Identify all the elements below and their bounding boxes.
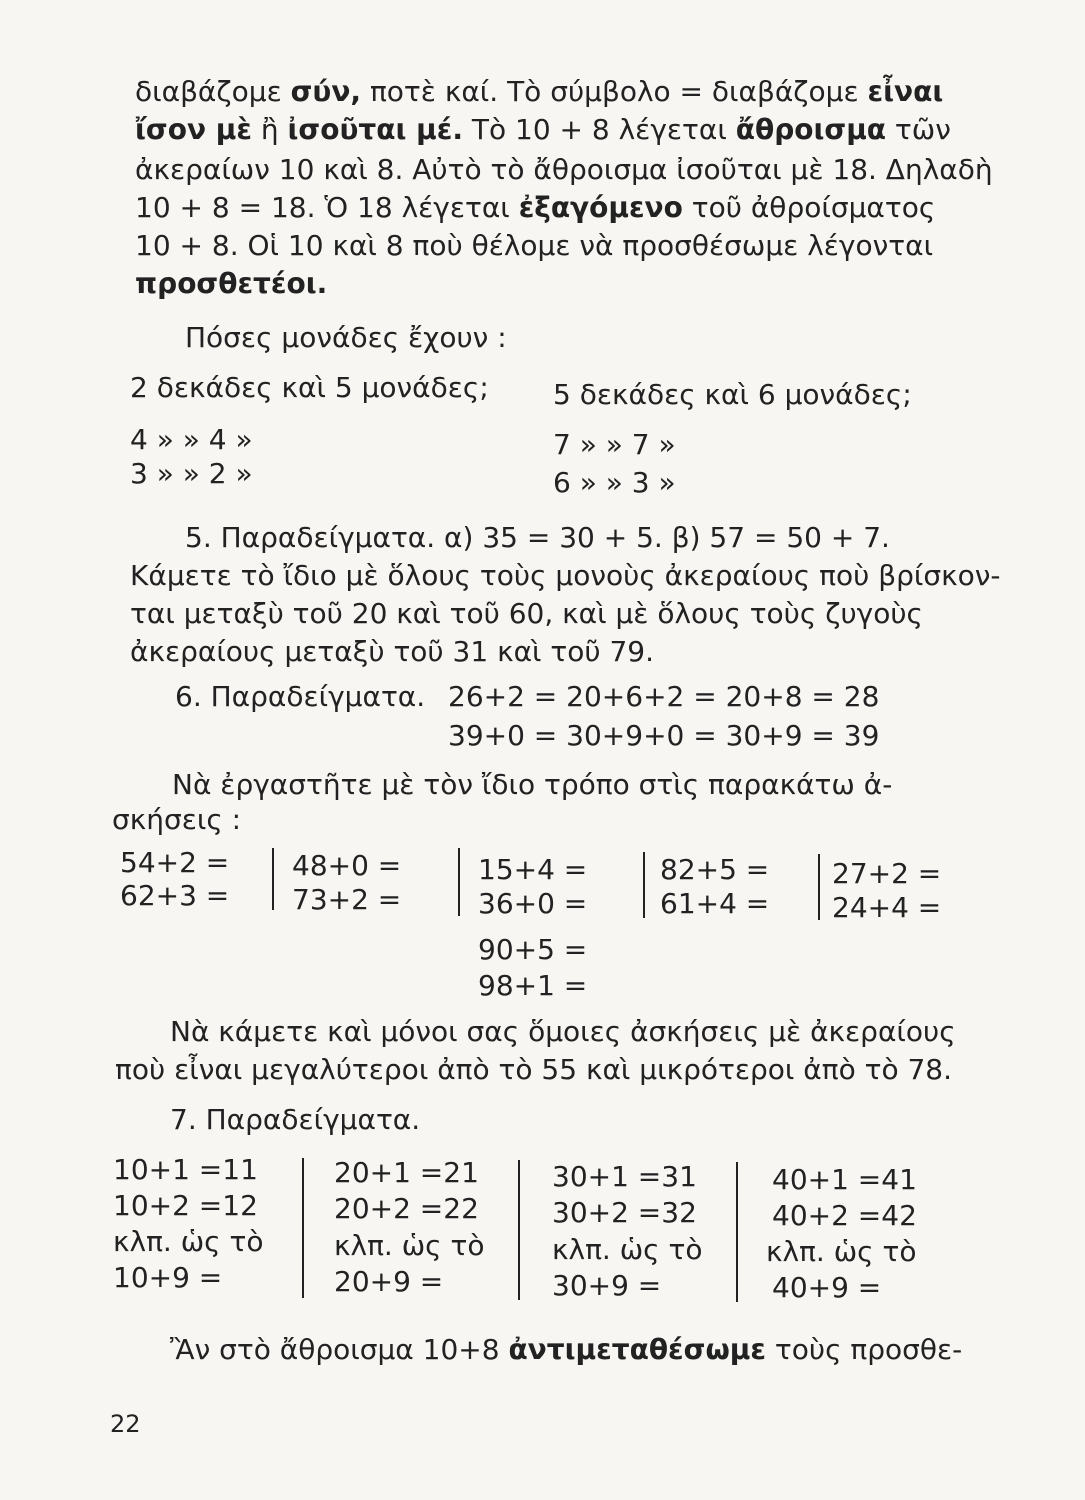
ex6-instruction-1: Νὰ ἐργαστῆτε μὲ τὸν ἴδιο τρόπο στὶς παρακάτω ἀ- — [172, 768, 893, 801]
ex7-cell: 10+9 = — [113, 1261, 223, 1294]
ex6-cell: 61+4 = — [660, 887, 770, 920]
ex7-cell: κλπ. ὡς τὸ — [552, 1233, 703, 1266]
bold-term: ἐξαγόμενο — [518, 191, 683, 224]
question-right-3: 6 » » 3 » — [553, 466, 676, 499]
bold-term: ἴσον μὲ — [135, 113, 252, 146]
ex7-cell: κλπ. ὡς τὸ — [334, 1229, 485, 1262]
question-left-2: 4 » » 4 » — [130, 423, 253, 456]
question-right-1: 5 δεκάδες καὶ 6 μονάδες; — [553, 378, 912, 411]
intro-line-2 — [135, 110, 951, 150]
question-left-3: 3 » » 2 » — [130, 457, 253, 490]
column-divider — [458, 848, 460, 916]
question-right-2: 7 » » 7 » — [553, 428, 676, 461]
text: τοῦ ἀθροίσματος — [682, 191, 936, 224]
intro-line-5: 10 + 8. Οἱ 10 καὶ 8 ποὺ θέλομε νὰ προσθέσωμε λέγονται — [135, 229, 934, 262]
intro-line-6: προσθετέοι. — [135, 267, 328, 300]
ex6-eq-1: 26+2 = 20+6+2 = 20+8 = 28 — [448, 680, 880, 713]
text: 10 + 8 = 18. Ὁ 18 λέγεται — [135, 191, 519, 224]
ex5-line-3: ται μεταξὺ τοῦ 20 καὶ τοῦ 60, καὶ μὲ ὅλους τοὺς ζυγοὺς — [130, 597, 923, 630]
ex7-cell: 20+9 = — [334, 1265, 444, 1298]
ex7-cell: 10+2 =12 — [113, 1189, 258, 1222]
ex6-cell: 27+2 = — [832, 857, 942, 890]
intro-line-4 — [135, 188, 935, 228]
ex7-cell: 30+9 = — [552, 1269, 662, 1302]
ex5-line-2: Κάμετε τὸ ἴδιο μὲ ὅλους τοὺς μονοὺς ἀκεραίους ποὺ βρίσκον- — [130, 559, 1001, 592]
text: τοὺς προσθε- — [765, 1333, 963, 1366]
ex6-cell: 54+2 = — [120, 846, 230, 879]
column-divider — [818, 854, 820, 920]
bold-term: ἀντιμεταθέσωμε — [508, 1333, 766, 1366]
column-divider — [736, 1162, 738, 1302]
ex6-instruction-2: σκήσεις : — [112, 803, 242, 836]
ex5-line-4: ἀκεραίους μεταξὺ τοῦ 31 καὶ τοῦ 79. — [130, 635, 655, 668]
ex6-cell: 15+4 = — [478, 853, 588, 886]
ex6-cell: 62+3 = — [120, 879, 230, 912]
ex6-label: 6. Παραδείγματα. — [175, 680, 426, 713]
ex6-after-1: Νὰ κάμετε καὶ μόνοι σας ὅμοιες ἀσκήσεις μὲ ἀκεραίους — [170, 1015, 956, 1048]
ex6-cell: 82+5 = — [660, 853, 770, 886]
text: ἢ — [251, 113, 288, 146]
bold-term: σύν, — [290, 75, 362, 108]
ex7-cell: 20+2 =22 — [334, 1192, 479, 1225]
ex7-label: 7. Παραδείγματα. — [170, 1103, 421, 1136]
ex6-eq-2: 39+0 = 30+9+0 = 30+9 = 39 — [448, 719, 880, 752]
text: διαβάζομε — [135, 75, 291, 108]
question-title: Πόσες μονάδες ἔχουν : — [185, 321, 507, 354]
intro-line-3: ἀκεραίων 10 καὶ 8. Αὐτὸ τὸ ἄθροισμα ἰσοῦται μὲ 18. Δηλαδὴ — [135, 153, 993, 186]
ex7-cell: 40+1 =41 — [772, 1163, 917, 1196]
text: Τὸ 10 + 8 λέγεται — [462, 113, 736, 146]
ex7-cell: κλπ. ὡς τὸ — [113, 1225, 264, 1258]
bold-term: εἶναι — [867, 75, 944, 108]
ex7-cell: 10+1 =11 — [113, 1153, 258, 1186]
column-divider — [272, 848, 274, 910]
ex6-cell: 24+4 = — [832, 891, 942, 924]
text: ποτὲ καί. Τὸ σύμβολο = διαβάζομε — [361, 75, 868, 108]
ex7-cell: 40+9 = — [772, 1271, 882, 1304]
ex6-extra: 90+5 = — [478, 933, 588, 966]
question-left-1: 2 δεκάδες καὶ 5 μονάδες; — [130, 371, 489, 404]
ex6-after-2: ποὺ εἶναι μεγαλύτεροι ἀπὸ τὸ 55 καὶ μικρότεροι ἀπὸ τὸ 78. — [115, 1053, 953, 1086]
ex7-cell: 20+1 =21 — [334, 1156, 479, 1189]
ex7-cell: 40+2 =42 — [772, 1199, 917, 1232]
page-number: 22 — [110, 1410, 141, 1438]
ex7-cell: 30+2 =32 — [552, 1196, 697, 1229]
ex6-cell: 36+0 = — [478, 887, 588, 920]
column-divider — [643, 852, 645, 918]
ex6-cell: 73+2 = — [292, 883, 402, 916]
text: Ἂν στὸ ἄθροισμα 10+8 — [170, 1333, 509, 1366]
bold-term: ἄθροισμα — [735, 113, 887, 146]
column-divider — [518, 1160, 520, 1300]
ex6-extra: 98+1 = — [478, 969, 588, 1002]
bold-term: ἰσοῦται μέ. — [287, 113, 463, 146]
intro-line-1 — [135, 72, 943, 112]
ex7-cell: κλπ. ὡς τὸ — [766, 1235, 917, 1268]
text: τῶν — [886, 113, 951, 146]
ex6-cell: 48+0 = — [292, 849, 402, 882]
column-divider — [302, 1158, 304, 1298]
ex7-cell: 30+1 =31 — [552, 1160, 697, 1193]
ex7-final-line — [170, 1330, 962, 1370]
ex5-line-1: 5. Παραδείγματα. α) 35 = 30 + 5. β) 57 = 50 + 7. — [185, 521, 890, 554]
